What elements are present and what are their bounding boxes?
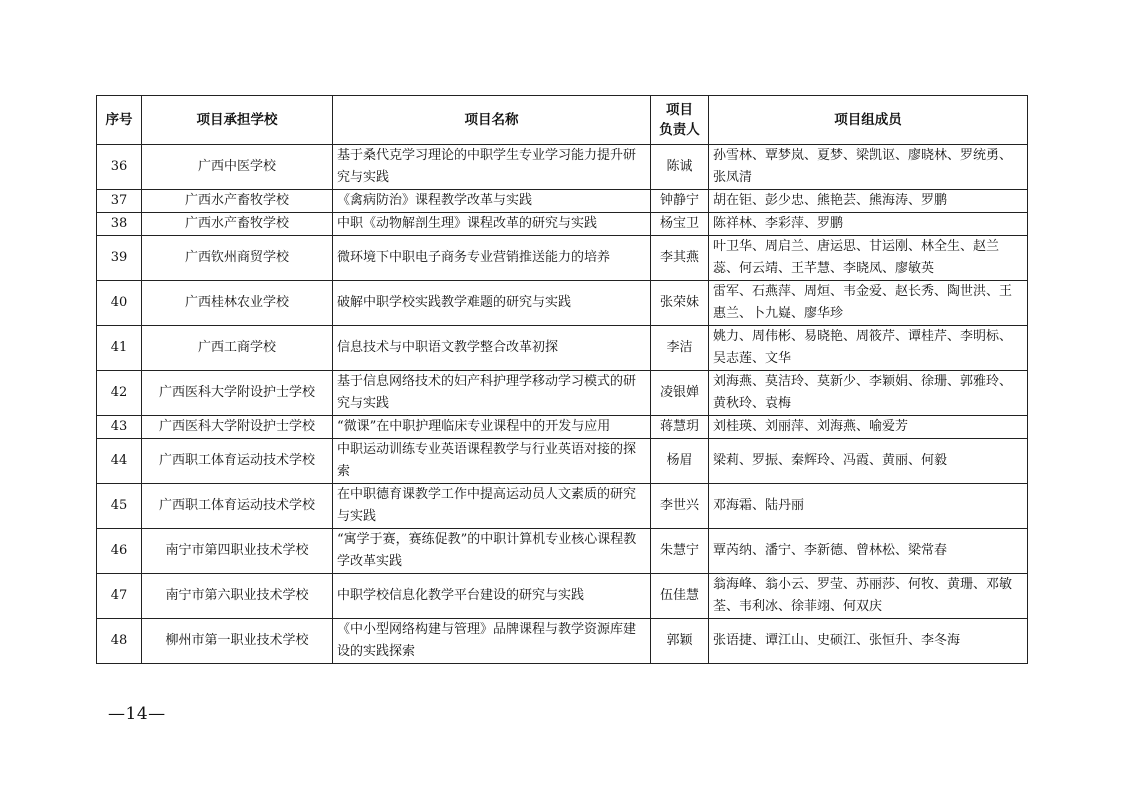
table-row — [97, 574, 1028, 619]
cell-project-name: 中职学校信息化教学平台建设的研究与实践 — [333, 574, 651, 619]
table-row — [97, 145, 1028, 190]
cell-project-name: “微课”在中职护理临床专业课程中的开发与应用 — [333, 416, 651, 439]
cell-leader: 郭颖 — [651, 619, 709, 664]
table-row — [97, 529, 1028, 574]
cell-school: 广西医科大学附设护士学校 — [142, 371, 333, 416]
cell-members: 姚力、周伟彬、易晓艳、周筱芹、谭桂芹、李明标、吴志莲、文华 — [709, 326, 1028, 371]
table-body — [97, 145, 1028, 664]
cell-seq: 42 — [97, 371, 142, 416]
cell-members: 胡在钜、彭少忠、熊艳芸、熊海涛、罗鹏 — [709, 190, 1028, 213]
table-row — [97, 213, 1028, 236]
header-leader — [651, 96, 709, 145]
cell-members: 陈祥林、李彩萍、罗鹏 — [709, 213, 1028, 236]
cell-members: 覃芮纳、潘宁、李新德、曾林松、梁常春 — [709, 529, 1028, 574]
cell-leader: 张荣妹 — [651, 281, 709, 326]
cell-school: 南宁市第六职业技术学校 — [142, 574, 333, 619]
cell-members: 雷军、石燕萍、周烜、韦金爱、赵长秀、陶世洪、王惠兰、卜九嶷、廖华珍 — [709, 281, 1028, 326]
cell-project-name: 在中职德育课教学工作中提高运动员人文素质的研究与实践 — [333, 484, 651, 529]
cell-leader: 李世兴 — [651, 484, 709, 529]
cell-school: 广西水产畜牧学校 — [142, 190, 333, 213]
cell-leader: 钟静宁 — [651, 190, 709, 213]
table-row — [97, 439, 1028, 484]
cell-leader: 杨宝卫 — [651, 213, 709, 236]
cell-school: 柳州市第一职业技术学校 — [142, 619, 333, 664]
cell-leader: 李其燕 — [651, 236, 709, 281]
header-school: 项目承担学校 — [142, 96, 333, 145]
cell-seq: 47 — [97, 574, 142, 619]
cell-project-name: 基于桑代克学习理论的中职学生专业学习能力提升研究与实践 — [333, 145, 651, 190]
cell-school: 广西钦州商贸学校 — [142, 236, 333, 281]
project-table — [96, 95, 1028, 664]
cell-school: 广西工商学校 — [142, 326, 333, 371]
cell-school: 广西桂林农业学校 — [142, 281, 333, 326]
cell-school: 广西中医学校 — [142, 145, 333, 190]
cell-seq: 39 — [97, 236, 142, 281]
cell-seq: 41 — [97, 326, 142, 371]
cell-project-name: 《中小型网络构建与管理》品牌课程与教学资源库建设的实践探索 — [333, 619, 651, 664]
cell-project-name: 基于信息网络技术的妇产科护理学移动学习模式的研究与实践 — [333, 371, 651, 416]
cell-project-name: 中职运动训练专业英语课程教学与行业英语对接的探索 — [333, 439, 651, 484]
cell-project-name: 中职《动物解剖生理》课程改革的研究与实践 — [333, 213, 651, 236]
table-row — [97, 619, 1028, 664]
cell-project-name: “寓学于赛，赛练促教”的中职计算机专业核心课程教学改革实践 — [333, 529, 651, 574]
header-row — [97, 96, 1028, 145]
cell-seq: 43 — [97, 416, 142, 439]
cell-project-name: 破解中职学校实践教学难题的研究与实践 — [333, 281, 651, 326]
cell-school: 南宁市第四职业技术学校 — [142, 529, 333, 574]
cell-seq: 46 — [97, 529, 142, 574]
cell-school: 广西职工体育运动技术学校 — [142, 484, 333, 529]
cell-seq: 38 — [97, 213, 142, 236]
cell-project-name: 《禽病防治》课程教学改革与实践 — [333, 190, 651, 213]
cell-seq: 36 — [97, 145, 142, 190]
cell-members: 叶卫华、周启兰、唐运思、甘运刚、林全生、赵兰蕊、何云靖、王芊慧、李晓凤、廖敏英 — [709, 236, 1028, 281]
cell-members: 孙雪林、覃梦岚、夏梦、梁凯讴、廖晓林、罗统勇、张凤清 — [709, 145, 1028, 190]
header-leader-line1: 项目 — [666, 102, 693, 118]
table-row — [97, 281, 1028, 326]
cell-school: 广西职工体育运动技术学校 — [142, 439, 333, 484]
table-row — [97, 484, 1028, 529]
cell-members: 翁海峰、翁小云、罗莹、苏丽莎、何牧、黄珊、邓敏荃、韦利冰、徐菲翊、何双庆 — [709, 574, 1028, 619]
cell-project-name: 微环境下中职电子商务专业营销推送能力的培养 — [333, 236, 651, 281]
cell-members: 张语捷、谭江山、史硕江、张恒升、李冬海 — [709, 619, 1028, 664]
cell-seq: 44 — [97, 439, 142, 484]
cell-seq: 40 — [97, 281, 142, 326]
table-row — [97, 371, 1028, 416]
cell-leader: 伍佳慧 — [651, 574, 709, 619]
cell-leader: 陈诚 — [651, 145, 709, 190]
page-number: —14— — [108, 704, 166, 724]
cell-seq: 37 — [97, 190, 142, 213]
cell-members: 刘桂瑛、刘丽萍、刘海燕、喻爱芳 — [709, 416, 1028, 439]
header-name: 项目名称 — [333, 96, 651, 145]
table-row — [97, 236, 1028, 281]
header-leader-line2: 负责人 — [659, 122, 700, 138]
cell-school: 广西水产畜牧学校 — [142, 213, 333, 236]
cell-members: 刘海燕、莫洁玲、莫新少、李颖娟、徐珊、郭雅玲、黄秋玲、袁梅 — [709, 371, 1028, 416]
cell-leader: 杨眉 — [651, 439, 709, 484]
table-row — [97, 190, 1028, 213]
cell-leader: 朱慧宁 — [651, 529, 709, 574]
cell-seq: 48 — [97, 619, 142, 664]
table-row — [97, 326, 1028, 371]
cell-leader: 蒋慧玥 — [651, 416, 709, 439]
header-members: 项目组成员 — [709, 96, 1028, 145]
cell-project-name: 信息技术与中职语文教学整合改革初探 — [333, 326, 651, 371]
cell-members: 梁莉、罗振、秦辉玲、冯霞、黄丽、何毅 — [709, 439, 1028, 484]
cell-leader: 李洁 — [651, 326, 709, 371]
header-seq: 序号 — [97, 96, 142, 145]
cell-seq: 45 — [97, 484, 142, 529]
cell-members: 邓海霜、陆丹丽 — [709, 484, 1028, 529]
cell-leader: 凌银婵 — [651, 371, 709, 416]
table-row — [97, 416, 1028, 439]
cell-school: 广西医科大学附设护士学校 — [142, 416, 333, 439]
